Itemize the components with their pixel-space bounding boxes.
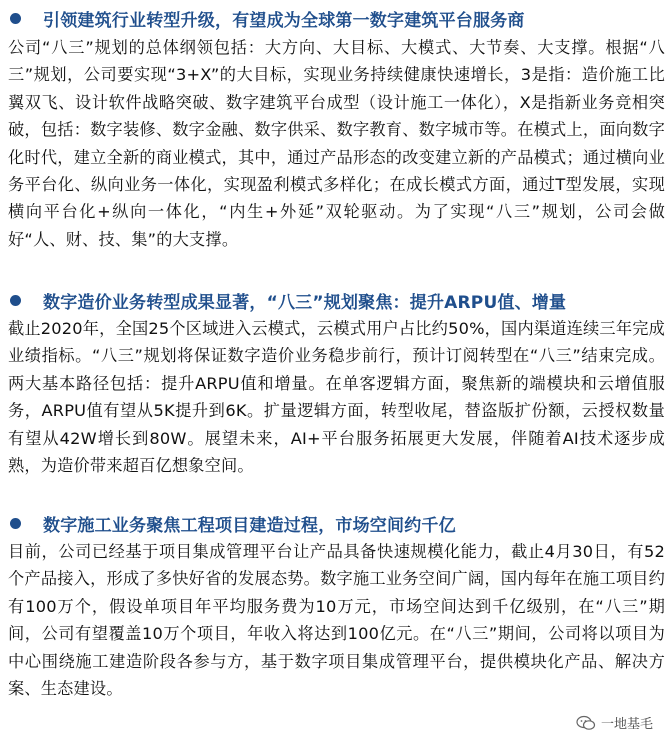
section-paragraph-3: 目前，公司已经基于项目集成管理平台让产品具备快速规模化能力，截止4月30日，有52个产品接入，形成了多快好省的发展态势。数字施工业务空间广阔，国内每年在施工项目约有100万个，假设单项目年平均服务费为10万元，市场空间达到千亿级别，在“八三”期间，公司有望覆盖10万个项目，年收入将达到100亿元。在“八三”期间，公司将以项目为中心围绕施工建造阶段各参与方，基于数字项目集成管理平台，提供模块化产品、解决方案、生态建设。 [8, 542, 665, 699]
section-heading-text: 数字施工业务聚焦工程项目建造过程，市场空间约千亿 [43, 515, 456, 536]
section-heading-2 [4, 286, 664, 314]
wechat-icon [576, 715, 596, 731]
section-paragraph-1: 公司“八三”规划的总体纲领包括：大方向、大目标、大模式、大节奏、大支撑。根据“八三”规划，公司要实现“3+X”的大目标，实现业务持续健康快速增长，3是指：造价施工比翼双飞、设计软件战略突破、数字建筑平台成型（设计施工一体化），X是指新业务竞相突破，包括：数字装修、数字金融、数字供采、数字教育、数字城市等。在模式上，面向数字化时代，建立全新的商业模式，其中，通过产品形态的改变建立新的产品模式；通过横向业务平台化、纵向业务一体化，实现盈利模式多样化；在成长模式方面，通过T型发展，实现横向平台化+纵向一体化，“内生+外延”双轮驱动。为了实现“八三”规划，公司会做好“人、财、技、集”的大支撑。 [8, 38, 665, 249]
section-paragraph-2: 截止2020年，全国25个区域进入云模式，云模式用户占比约50%，国内渠道连续三年完成业绩指标。“八三”规划将保证数字造价业务稳步前行，预计订阅转型在“八三”结束完成。两大基本路径包括：提升ARPU值和增量。在单客逻辑方面，聚焦新的端模块和云增值服务，ARPU值有望从5K提升到6K。扩量逻辑方面，转型收尾，替盗版扩份额，云授权数量有望从42W增长到80W。展望未来，AI+平台服务拓展更大发展，伴随着AI技术逐步成熟，为造价带来超百亿想象空间。 [8, 319, 665, 476]
watermark [576, 713, 653, 732]
section-heading-1 [4, 4, 664, 32]
section-heading-3 [4, 509, 664, 537]
section-heading-text: 数字造价业务转型成果显著，“八三”规划聚焦：提升ARPU值、增量 [43, 292, 567, 313]
bullet-icon [10, 295, 21, 306]
watermark-text: 一地基毛 [600, 717, 653, 732]
bullet-icon [10, 518, 21, 529]
bullet-icon [10, 13, 21, 24]
section-heading-text: 引领建筑行业转型升级，有望成为全球第一数字建筑平台服务商 [43, 10, 525, 31]
